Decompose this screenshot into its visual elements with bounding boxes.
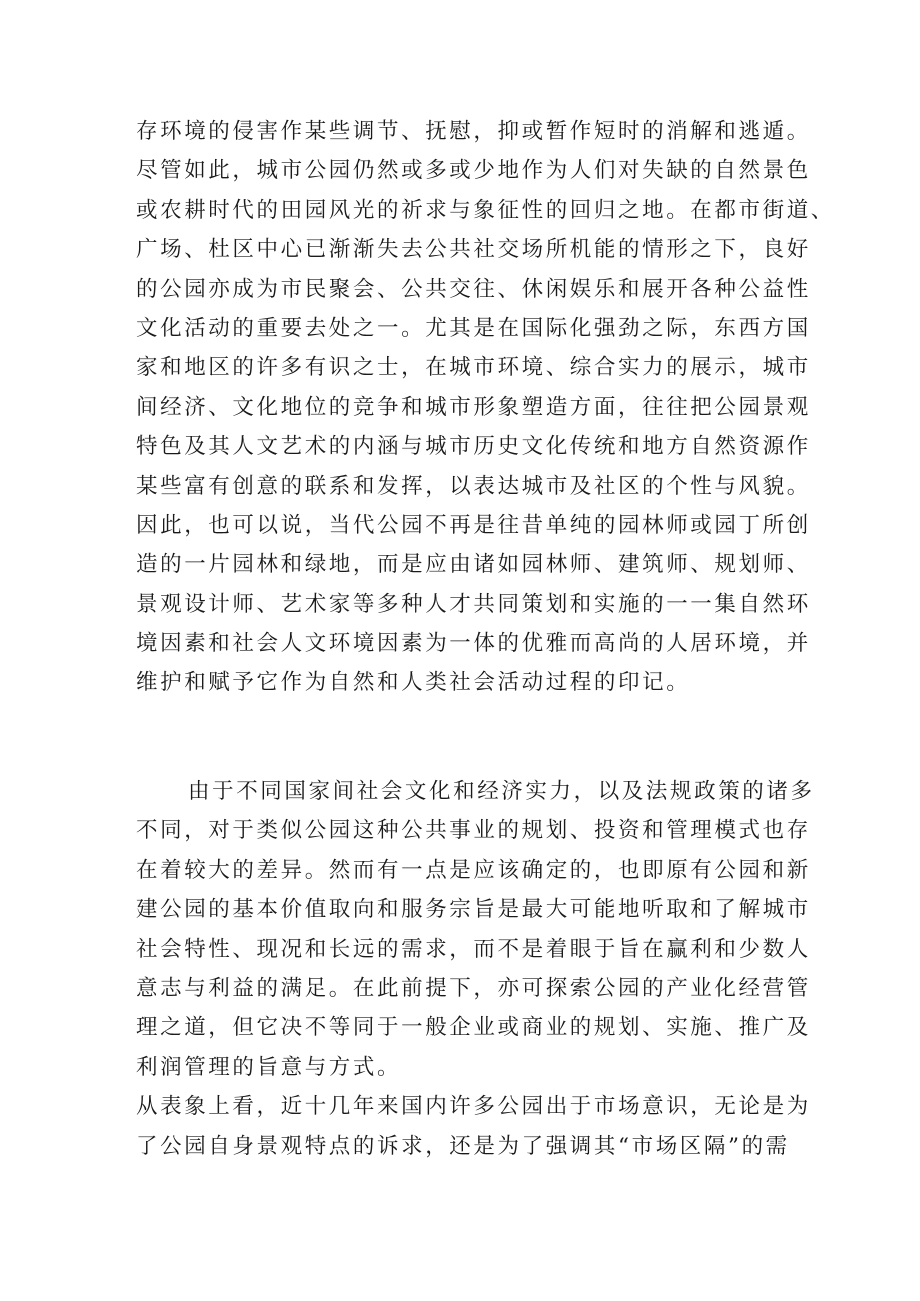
- text-line: 在着较大的差异。然而有一点是应该确定的，也即原有公园和新: [136, 857, 811, 883]
- text-line: 意志与利益的满足。在此前提下，亦可探索公园的产业化经营管: [136, 975, 811, 1001]
- text-line: 的公园亦成为市民聚会、公共交往、休闲娱乐和展开各种公益性: [136, 276, 811, 302]
- text-line: 家和地区的许多有识之士，在城市环境、综合实力的展示，城市: [136, 355, 811, 381]
- text-line: 存环境的侵害作某些调节、抚慰，抑或暂作短时的消解和逃遁。: [136, 119, 811, 144]
- text-line: 由于不同国家间社会文化和经济实力，以及法规政策的诸多: [188, 779, 815, 804]
- text-line: 特色及其人文艺术的内涵与城市历史文化传统和地方自然资源作: [136, 434, 811, 460]
- text-line: 建公园的基本价值取向和服务宗旨是最大可能地听取和了解城市: [136, 897, 811, 923]
- paragraph-block-1: [136, 112, 835, 703]
- text-line: 因此，也可以说，当代公园不再是往昔单纯的园林师或园丁所创: [136, 512, 811, 538]
- text-line: 景观设计师、艺术家等多种人才共同策划和实施的一一集自然环: [136, 591, 811, 617]
- text-line: 某些富有创意的联系和发挥，以表达城市及社区的个性与风貌。: [136, 473, 811, 499]
- text-line: 尽管如此，城市公园仍然或多或少地作为人们对失缺的自然景色: [136, 158, 811, 184]
- text-line: 维护和赋予它作为自然和人类社会活动过程的印记。: [136, 670, 691, 696]
- text-line: 境因素和社会人文环境因素为一体的优雅而高尚的人居环境，并: [136, 631, 811, 657]
- text-line: 理之道，但它决不等同于一般企业或商业的规划、实施、推广及: [136, 1015, 811, 1041]
- text-line: 不同，对于类似公园这种公共事业的规划、投资和管理模式也存: [136, 818, 811, 844]
- text-line: 造的一片园林和绿地，而是应由诸如园林师、建筑师、规划师、: [136, 552, 811, 578]
- text-line: 或农耕时代的田园风光的祈求与象征性的回归之地。在都市街道、: [136, 197, 835, 223]
- text-line: 社会特性、现况和长远的需求，而不是着眼于旨在赢利和少数人: [136, 936, 811, 962]
- paragraph-block-2: [136, 772, 815, 1166]
- text-line: 间经济、文化地位的竞争和城市形象塑造方面，往往把公园景观: [136, 394, 811, 420]
- text-line: 从表象上看，近十几年来国内许多公园出于市场意识，无论是为: [136, 1094, 811, 1120]
- text-line: 文化活动的重要去处之一。尤其是在国际化强劲之际，东西方国: [136, 315, 811, 341]
- text-line: 利润管理的旨意与方式。: [136, 1054, 402, 1080]
- text-line: 了公园自身景观特点的诉求，还是为了强调其“市场区隔”的需: [136, 1133, 790, 1159]
- text-line: 广场、杜区中心已渐渐失去公共社交场所机能的情形之下，良好: [136, 237, 811, 263]
